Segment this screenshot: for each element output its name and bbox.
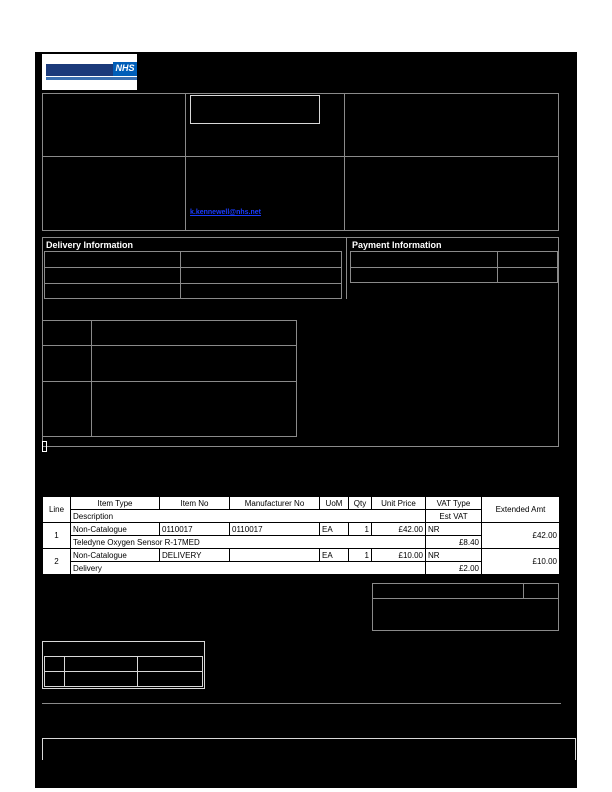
row-est-vat: £8.40 [426, 536, 482, 549]
row-description: Delivery [71, 562, 426, 575]
col-header-line: Line [43, 497, 71, 523]
row-line: 1 [43, 523, 71, 549]
row-vat-type: NR [426, 549, 482, 562]
small-grid-col-line-1 [64, 656, 65, 687]
instructions-row-line-1 [42, 345, 297, 346]
logo-strapline [46, 77, 137, 80]
col-header-manufacturer-no: Manufacturer No [230, 497, 320, 510]
row-uom: EA [320, 549, 349, 562]
row-item-type: Non-Catalogue [71, 523, 160, 536]
col-header-item-no: Item No [160, 497, 230, 510]
small-grid-row-line [44, 671, 203, 672]
footer-box [42, 738, 576, 760]
row-vat-type: NR [426, 523, 482, 536]
table-row [43, 549, 560, 562]
row-extended-amt: £10.00 [482, 549, 560, 575]
col-header-est-vat: Est VAT [426, 510, 482, 523]
col-header-item-type: Item Type [71, 497, 160, 510]
section-divider [346, 237, 347, 299]
delivery-col-line [180, 251, 181, 299]
order-number-box [190, 95, 320, 124]
header-grid-divider-v2 [344, 93, 345, 231]
logo-bar [46, 64, 113, 76]
delivery-info-table [44, 251, 342, 299]
row-description: Teledyne Oxygen Sensor R-17MED [71, 536, 426, 549]
row-manufacturer-no: 0110017 [230, 523, 320, 536]
row-unit-price: £42.00 [372, 523, 426, 536]
line-items-table [42, 496, 560, 575]
contact-email-link[interactable]: k.kennewell@nhs.net [190, 209, 262, 216]
col-header-vat-type: VAT Type [426, 497, 482, 510]
nhs-logo [42, 54, 137, 90]
col-header-uom: UoM [320, 497, 349, 510]
col-header-extended-amt: Extended Amt [482, 497, 560, 523]
col-header-unit-price: Unit Price [372, 497, 426, 510]
payment-row-line [350, 267, 558, 268]
totals-box [372, 583, 559, 631]
col-header-description: Description [71, 510, 426, 523]
instructions-row-line-2 [42, 381, 297, 382]
payment-col-line [497, 251, 498, 283]
header-grid-divider-h [42, 156, 559, 157]
delivery-information-heading: Delivery Information [46, 240, 134, 250]
row-extended-amt: £42.00 [482, 523, 560, 549]
row-manufacturer-no [230, 549, 320, 562]
delivery-row-line-2 [44, 283, 342, 284]
row-qty: 1 [349, 523, 372, 536]
nhs-brand-mark: NHS [113, 62, 137, 76]
header-grid-divider-v1 [185, 93, 186, 231]
footer-divider [42, 703, 561, 704]
checkbox-marker [42, 441, 47, 452]
row-item-type: Non-Catalogue [71, 549, 160, 562]
small-grid-col-line-2 [137, 656, 138, 687]
col-header-qty: Qty [349, 497, 372, 510]
delivery-row-line-1 [44, 267, 342, 268]
instructions-col-line [91, 320, 92, 437]
row-line: 2 [43, 549, 71, 575]
row-item-no: DELIVERY [160, 549, 230, 562]
table-header-row [43, 497, 560, 510]
row-unit-price: £10.00 [372, 549, 426, 562]
instructions-table [42, 320, 297, 437]
row-uom: EA [320, 523, 349, 536]
row-qty: 1 [349, 549, 372, 562]
totals-row-line [372, 598, 559, 599]
table-row [43, 523, 560, 536]
totals-col-line [523, 583, 524, 598]
row-est-vat: £2.00 [426, 562, 482, 575]
payment-information-heading: Payment Information [352, 240, 442, 250]
row-item-no: 0110017 [160, 523, 230, 536]
